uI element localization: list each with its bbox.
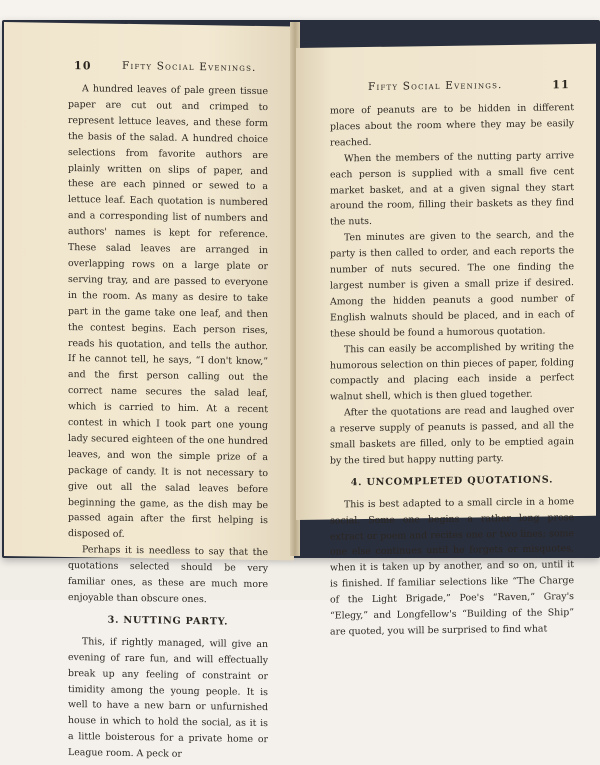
paragraph: Perhaps it is needless to say that the quotations selected should be very familiar ones, as these are much more enjoyable than obscure ones. xyxy=(68,544,268,606)
right-running-head: Fifty Social Evenings. xyxy=(368,79,503,93)
paragraph: more of peanuts are to be hidden in different places about the room where they may be easily reached. xyxy=(330,102,574,149)
left-running-head: Fifty Social Evenings. xyxy=(122,59,257,74)
paragraph: This can easily be accomplished by writing the humorous selection on thin pieces of paper, folding compactly and placing each inside a perfect walnut shell, which is then glued together. xyxy=(330,340,574,403)
right-page xyxy=(296,44,596,638)
left-page-number: 10 xyxy=(74,59,92,73)
section-heading-nutting-party: 3. NUTTING PARTY. xyxy=(107,614,229,628)
left-page-text xyxy=(4,80,294,765)
section-heading-uncompleted-quotations: 4. UNCOMPLETED QUOTATIONS. xyxy=(350,474,554,489)
right-page-number: 11 xyxy=(552,78,570,92)
left-page xyxy=(4,22,294,760)
paragraph: This, if rightly managed, will give an evening of rare fun, and will effectually break up any feeling of constraint or timidity among the young people. It is well to have a new barn or unfurnished house in which to hold the social, as it is a little boisterous for a private home or League room. A peck or xyxy=(68,636,268,760)
paragraph: After the quotations are read and laughed over a reserve supply of peanuts is passed, and all the small baskets are filled, only to be emptied again by the tired but happy nutting party. xyxy=(330,404,574,467)
right-page-text xyxy=(296,100,596,641)
paragraph: A hundred leaves of pale green tissue paper are cut out and crimped to represent lettuce leaves, and these form the basis of the salad. A hundred choice selections from favorite authors are plainly written on slips of paper, and these are each pinned or sewed to a lettuce leaf. Each quotation is numbered and a corresponding list of numbers and authors' names is kept for reference. These salad leaves are arranged in overlapping rows on a large plate or serving tray, and are passed to everyone in the room. As many as desire to take part in the game take one leaf, and then the contest begins. Each person rises, reads his quotation, and tells the author. If he cannot tell, he says, “I don't know,” and the first person calling out the correct name secures the salad leaf, which is carried to him. At a recent contest in which I took part one young lady secured eighteen of the one hundred leaves, and won the simple prize of a package of candy. It is not necessary to give out all the salad leaves before beginning the game, as the dish may be passed again after the first helping is disposed of. xyxy=(68,83,268,541)
paragraph: When the members of the nutting party arrive each person is supplied with a small five cent market basket, and at a given signal they start around the room, filling their baskets as they find the nuts. xyxy=(330,149,574,228)
left-page-header xyxy=(30,58,276,84)
right-page-header xyxy=(316,78,576,104)
paragraph: Ten minutes are given to the search, and the party is then called to order, and each reports the number of nuts secured. The one finding the largest number is given a small prize if desired. Among the hidden peanuts a good number of English walnuts should be placed, and in each of these should be found a humorous quotation. xyxy=(330,229,574,340)
paragraph: This is best adapted to a small circle in a home social. Some one begins a rather long prose extract or poem and recites one or two lines; some one else continues until he forgets or misquotes, when it is taken up by another, and so on, until it is finished. If familiar selections like “The Charge of the Light Brigade,” Poe's “Raven,” Gray's “Elegy,” and Longfellow's “Building of the Ship” are quoted, you will be surprised to find what xyxy=(330,495,574,638)
